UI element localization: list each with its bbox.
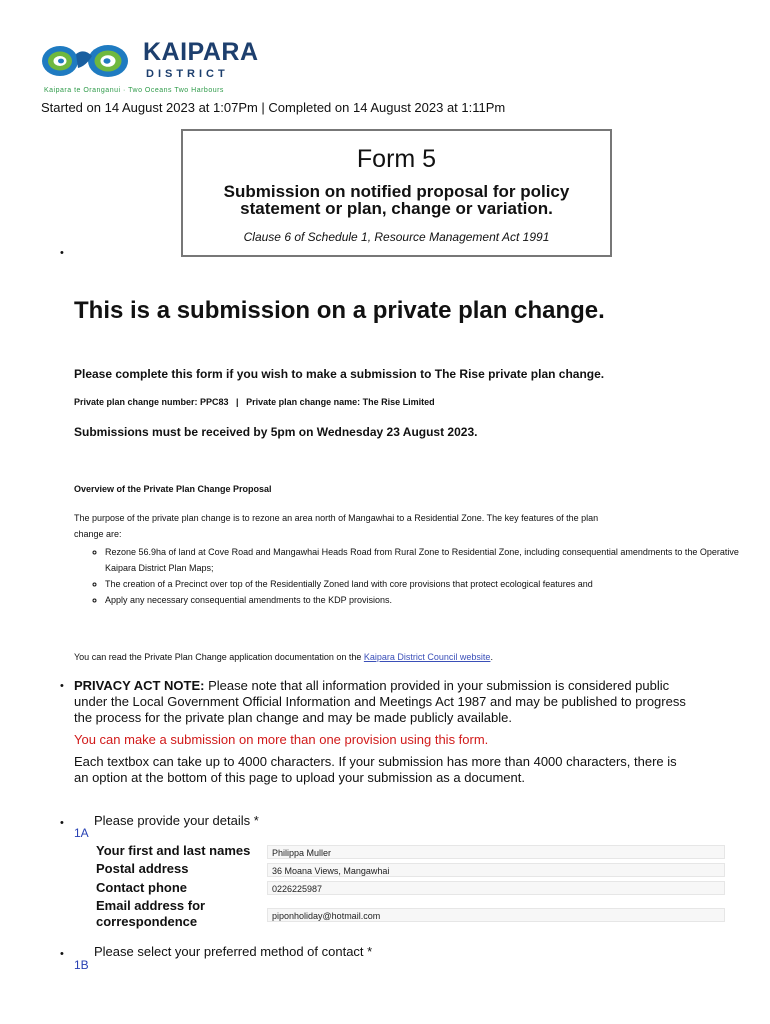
postal-address-field[interactable]: 36 Moana Views, Mangawhai bbox=[267, 863, 725, 877]
name-field[interactable]: Philippa Muller bbox=[267, 845, 725, 859]
email-label bbox=[96, 898, 205, 930]
logo-name-line1: KAIPARA bbox=[143, 38, 259, 66]
overview-title: Overview of the Private Plan Change Proposal bbox=[74, 484, 272, 494]
read-documentation-text bbox=[74, 649, 493, 665]
overview-list bbox=[93, 544, 745, 608]
read-prefix: You can read the Private Plan Change application documentation on the bbox=[74, 652, 364, 662]
multiple-provision-note: You can make a submission on more than one provision using this form. bbox=[74, 732, 489, 747]
overview-paragraph-line1: The purpose of the private plan change is to rezone an area north of Mangawhai to a Residential Zone. The key features of the plan bbox=[74, 513, 599, 523]
email-label-line1: Email address for bbox=[96, 898, 206, 913]
logo-tagline: Kaipara te Oranganui · Two Oceans Two Harbours bbox=[44, 87, 224, 94]
name-label: Your first and last names bbox=[96, 843, 251, 858]
bullet-marker: • bbox=[60, 948, 64, 960]
submission-timestamps: Started on 14 August 2023 at 1:07Pm | Completed on 14 August 2023 at 1:11Pm bbox=[41, 100, 506, 115]
textbox-note-line2: an option at the bottom of this page to upload your submission as a document. bbox=[74, 770, 525, 785]
form-clause: Clause 6 of Schedule 1, Resource Management Act 1991 bbox=[243, 230, 550, 244]
textbox-note-line1: Each textbox can take up to 4000 characters. If your submission has more than 4000 characters, there is bbox=[74, 754, 677, 769]
q1b-number: 1B bbox=[74, 958, 89, 972]
intro-text: Please complete this form if you wish to make a submission to The Rise private plan change. bbox=[74, 367, 605, 381]
textbox-limit-note bbox=[74, 754, 754, 786]
bullet-marker: • bbox=[60, 817, 64, 829]
email-field[interactable]: piponholiday@hotmail.com bbox=[267, 908, 725, 922]
privacy-line1: Please note that all information provided in your submission is considered public bbox=[204, 678, 670, 693]
list-item: ◦ Apply any necessary consequential amendments to the KDP provisions. bbox=[105, 592, 745, 608]
q1a-number: 1A bbox=[74, 826, 89, 840]
q1b-prompt: Please select your preferred method of contact * bbox=[94, 944, 373, 959]
privacy-line2: under the Local Government Official Information and Meetings Act 1987 and may be published to progress bbox=[74, 694, 686, 709]
form-subtitle-line1: Submission on notified proposal for policy bbox=[223, 182, 570, 201]
list-item: ◦ Rezone 56.9ha of land at Cove Road and Mangawhai Heads Road from Rural Zone to Residential Zone, including consequential amendments to the Operative Kaipara District Plan Maps; bbox=[105, 544, 745, 576]
privacy-note bbox=[74, 678, 754, 726]
overview-paragraph-line2: change are: bbox=[74, 529, 122, 539]
read-suffix: . bbox=[490, 652, 493, 662]
form-subtitle bbox=[183, 183, 610, 217]
logo-name-line2: DISTRICT bbox=[146, 68, 229, 80]
contact-phone-label: Contact phone bbox=[96, 880, 187, 895]
email-label-line2: correspondence bbox=[96, 914, 198, 929]
kaipara-logo bbox=[40, 38, 259, 96]
privacy-line3: the process for the private plan change and may be made publicly available. bbox=[74, 710, 512, 725]
bullet-marker: • bbox=[60, 247, 64, 259]
privacy-label: PRIVACY ACT NOTE: bbox=[74, 678, 205, 693]
contact-phone-field[interactable]: 0226225987 bbox=[267, 881, 725, 895]
postal-address-label: Postal address bbox=[96, 861, 189, 876]
council-website-link[interactable]: Kaipara District Council website bbox=[363, 652, 491, 662]
bullet-marker: • bbox=[60, 680, 64, 692]
form-title: Form 5 bbox=[356, 145, 437, 173]
overview-paragraph bbox=[74, 510, 734, 542]
form-header-box bbox=[181, 129, 612, 257]
page-heading: This is a submission on a private plan change. bbox=[74, 297, 605, 324]
list-item: ◦ The creation of a Precinct over top of the Residentially Zoned land with core provisions that protect ecological features and bbox=[105, 576, 745, 592]
swirl-logo-icon bbox=[40, 38, 136, 84]
plan-change-info: Private plan change number: PPC83 | Private plan change name: The Rise Limited bbox=[74, 397, 435, 407]
submission-deadline: Submissions must be received by 5pm on Wednesday 23 August 2023. bbox=[74, 425, 478, 439]
form-subtitle-line2: statement or plan, change or variation. bbox=[240, 199, 553, 218]
q1a-prompt: Please provide your details * bbox=[94, 813, 259, 828]
